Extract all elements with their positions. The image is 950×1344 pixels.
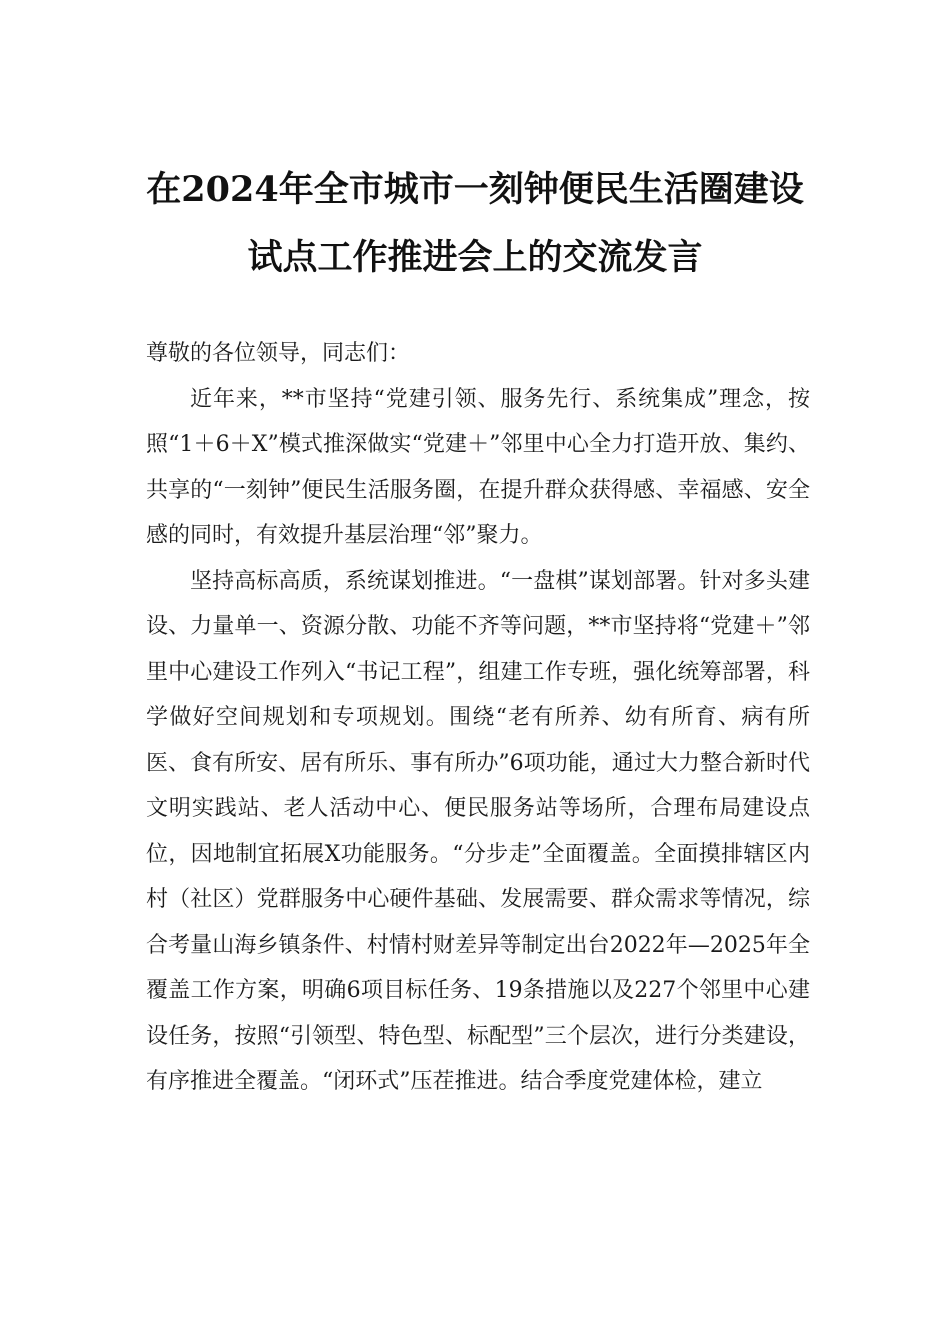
document-title-line-2: 试点工作推进会上的交流发言	[247, 237, 703, 278]
paragraph-planning: 坚持高标高质，系统谋划推进。“一盘棋”谋划部署。针对多头建设、力量单一、资源分散、功能不齐等问题，**市坚持将“党建＋”邻里中心建设工作列入“书记工程”，组建工作专班，强化统筹部署，科学做好空间规划和专项规划。围绕“老有所养、幼有所育、病有所医、食有所安、居有所乐、事有所办”6项功能，通过大力整合新时代文明实践站、老人活动中心、便民服务站等场所，合理布局建设点位，因地制宜拓展X功能服务。“分步走”全面覆盖。全面摸排辖区内村（社区）党群服务中心硬件基础、发展需要、群众需求等情况，综合考量山海乡镇条件、村情村财差异等制定出台2022年—2025年全覆盖工作方案，明确6项目标任务、19条措施以及227个邻里中心建设任务，按照“引领型、特色型、标配型”三个层次，进行分类建设，有序推进全覆盖。“闭环式”压茬推进。结合季度党建体检，建立	[146, 568, 811, 1094]
salutation: 尊敬的各位领导，同志们：	[146, 341, 411, 366]
document-body	[146, 331, 810, 1105]
paragraph-intro: 近年来，**市坚持“党建引领、服务先行、系统集成”理念，按照“1＋6＋X”模式推深做实“党建＋”邻里中心全力打造开放、集约、共享的“一刻钟”便民生活服务圈，在提升群众获得感、幸福感、安全感的同时，有效提升基层治理“邻”聚力。	[146, 386, 810, 548]
document-title-line-1: 在2024年全市城市一刻钟便民生活圈建设	[146, 169, 804, 210]
